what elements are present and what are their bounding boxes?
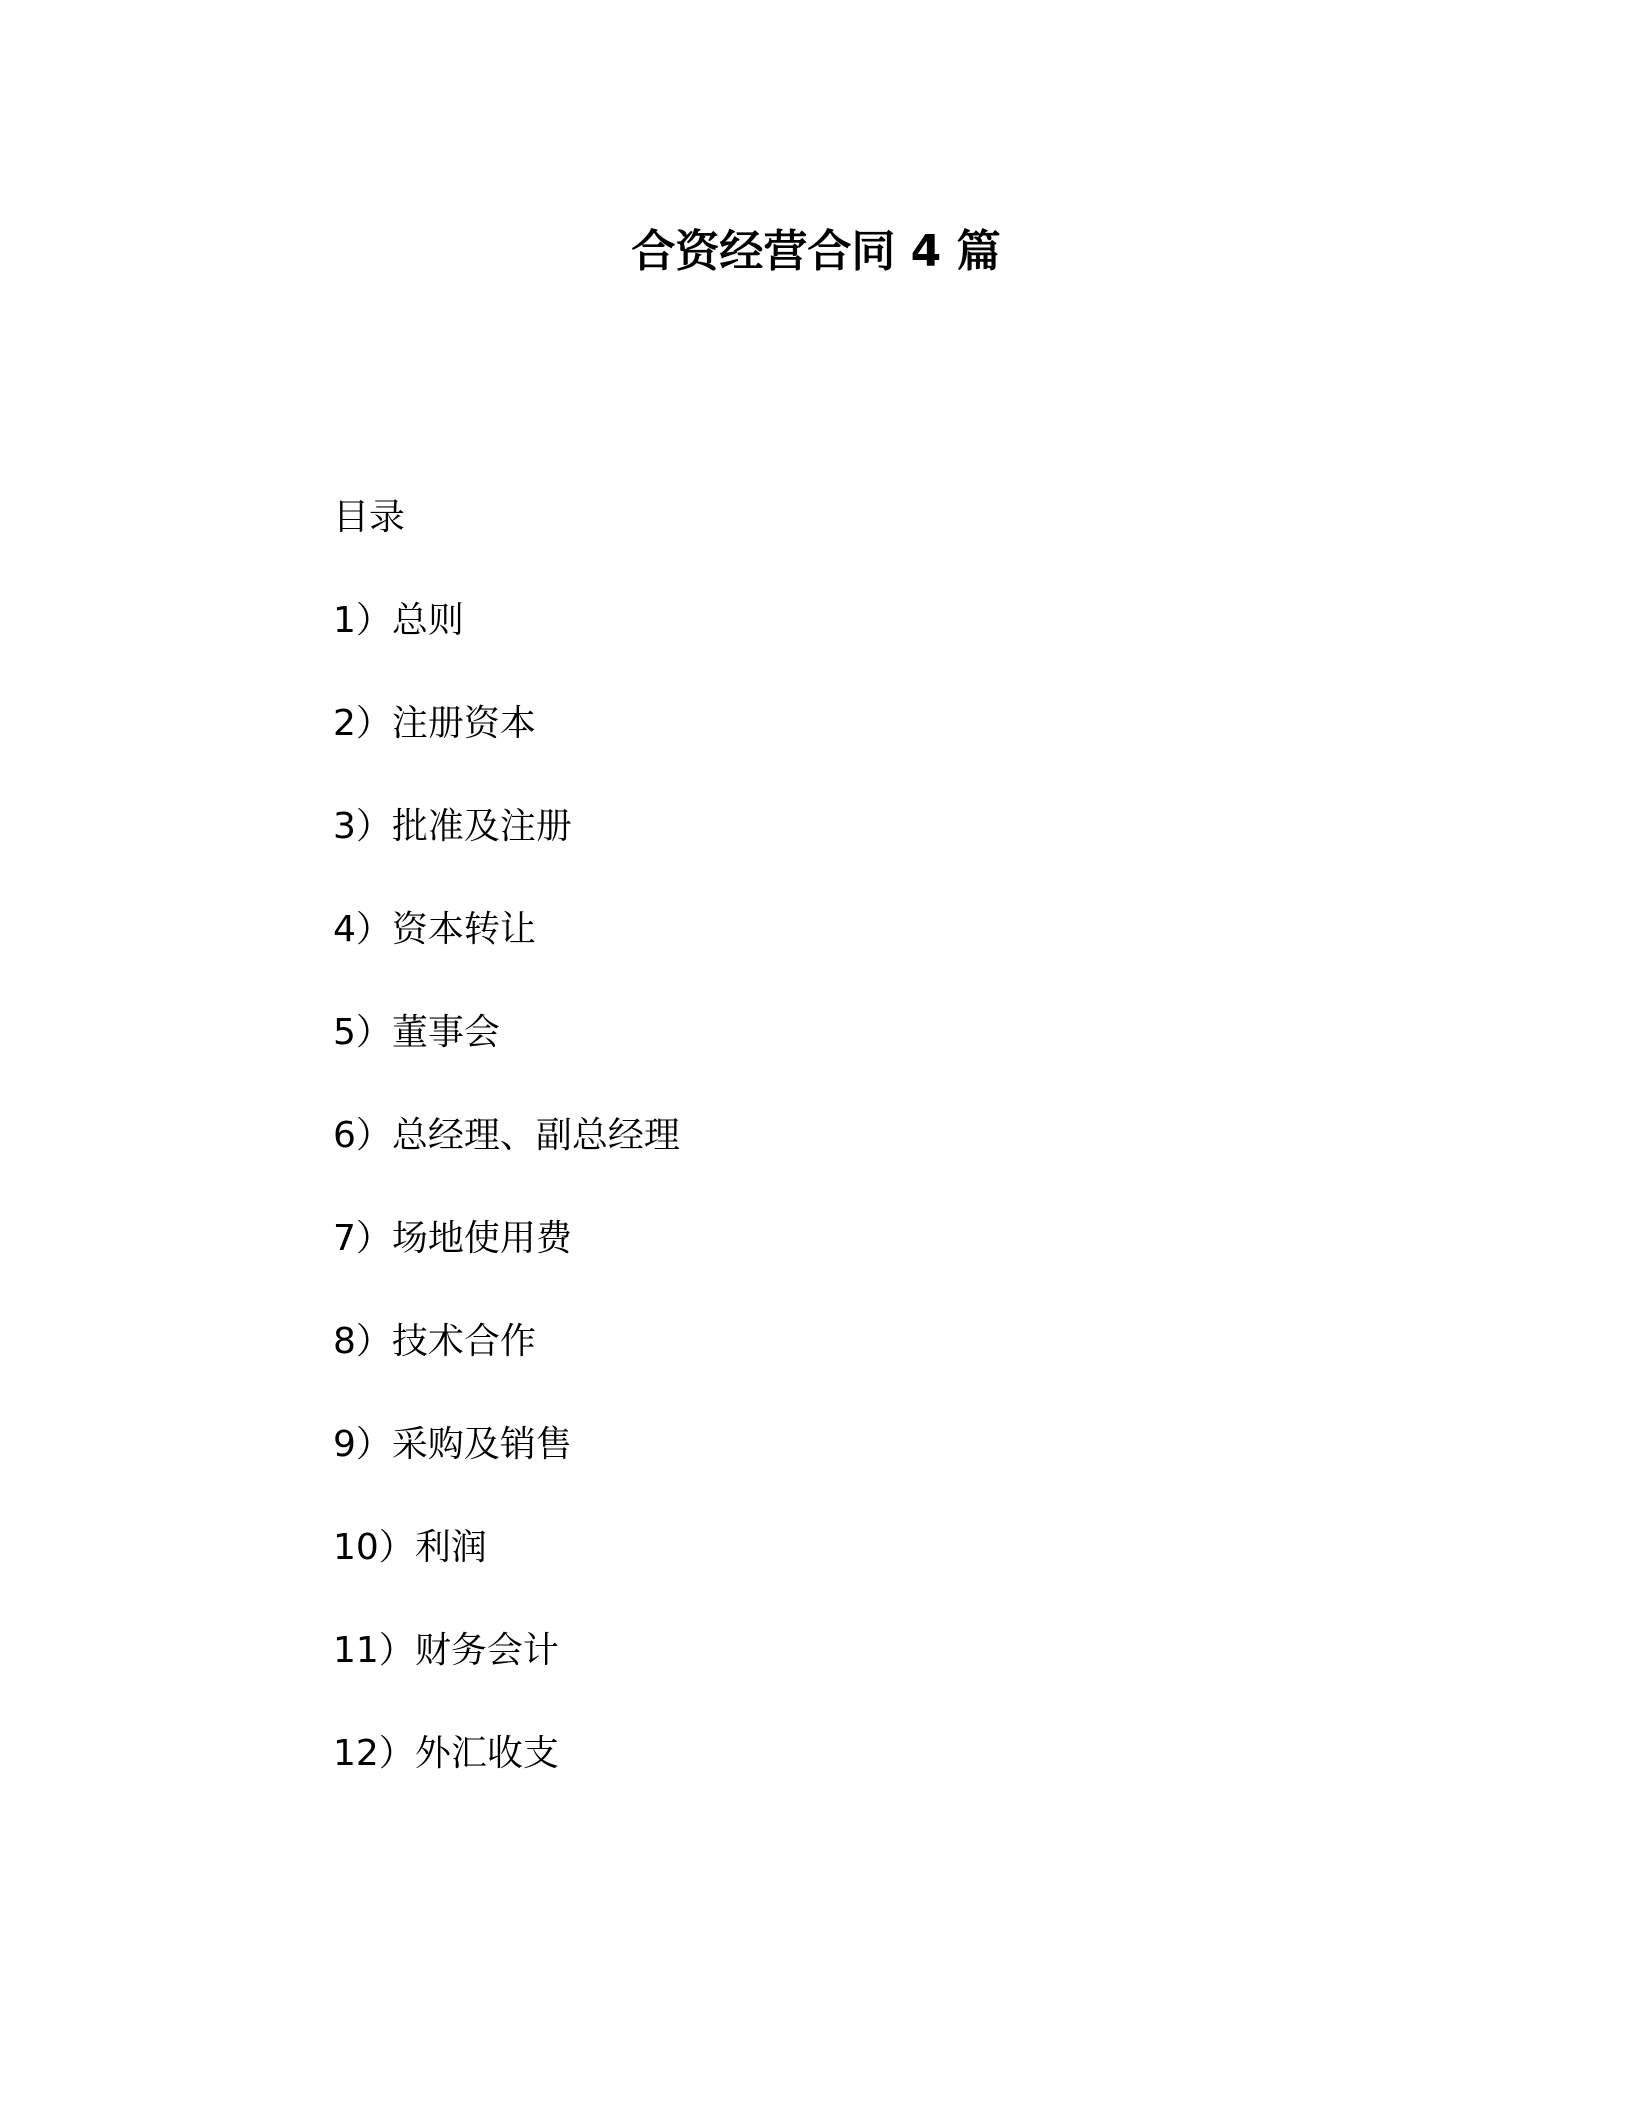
toc-item-3 <box>333 801 1433 853</box>
toc-item-number: 5） <box>333 1012 392 1053</box>
toc-item-12 <box>333 1728 1433 1780</box>
toc-item-number: 12） <box>333 1733 415 1774</box>
toc-item-number: 3） <box>333 806 392 847</box>
toc-item-label: 技术合作 <box>391 1321 536 1362</box>
toc-list <box>333 595 1433 1780</box>
toc-item-8 <box>333 1316 1433 1368</box>
toc-item-1 <box>333 595 1433 647</box>
toc-item-label: 财务会计 <box>414 1630 559 1671</box>
table-of-contents <box>333 492 1433 1831</box>
toc-item-11 <box>333 1625 1433 1677</box>
toc-item-2 <box>333 698 1433 750</box>
toc-item-number: 6） <box>333 1115 392 1156</box>
toc-item-label: 外汇收支 <box>414 1733 559 1774</box>
toc-item-10 <box>333 1522 1433 1574</box>
toc-item-label: 采购及销售 <box>391 1424 572 1465</box>
toc-item-4 <box>333 904 1433 956</box>
toc-item-label: 注册资本 <box>391 703 536 744</box>
toc-item-label: 董事会 <box>391 1012 500 1053</box>
toc-item-9 <box>333 1419 1433 1471</box>
toc-item-number: 11） <box>333 1630 415 1671</box>
toc-item-number: 1） <box>333 600 392 641</box>
toc-item-label: 总经理、副总经理 <box>391 1115 680 1156</box>
toc-item-label: 总则 <box>391 600 464 641</box>
toc-item-label: 利润 <box>414 1527 487 1568</box>
toc-item-number: 7） <box>333 1218 392 1259</box>
toc-item-number: 4） <box>333 909 392 950</box>
toc-item-number: 9） <box>333 1424 392 1465</box>
toc-item-7 <box>333 1213 1433 1265</box>
toc-item-number: 2） <box>333 703 392 744</box>
toc-item-label: 批准及注册 <box>391 806 572 847</box>
toc-item-number: 8） <box>333 1321 392 1362</box>
toc-item-label: 资本转让 <box>391 909 536 950</box>
document-title: 合资经营合同 4 篇 <box>631 226 1001 277</box>
toc-item-label: 场地使用费 <box>391 1218 572 1259</box>
toc-heading: 目录 <box>333 497 406 538</box>
toc-item-5 <box>333 1007 1433 1059</box>
toc-item-number: 10） <box>333 1527 415 1568</box>
toc-item-6 <box>333 1110 1433 1162</box>
